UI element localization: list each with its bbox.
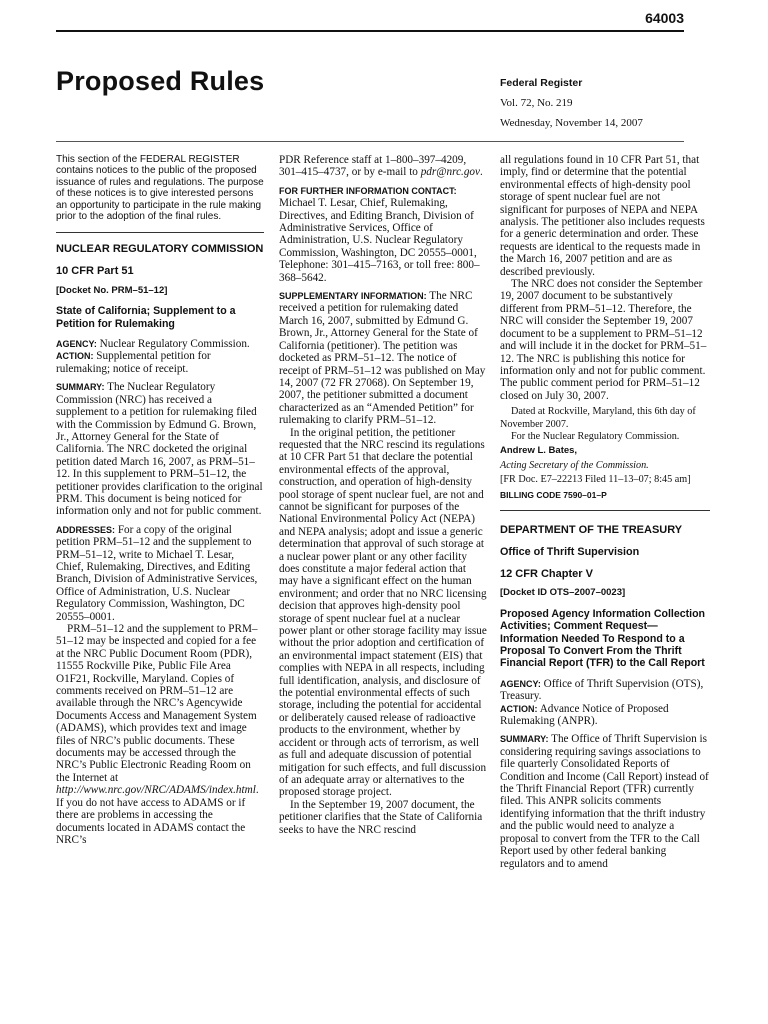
column-2	[279, 154, 487, 836]
treasury-title: Proposed Agency Information Collection Activities; Comment Request—Information Needed To Respond to a Proposal To Convert From the Thrift Financial Report (TFR) to the Call Report	[500, 607, 706, 670]
divider	[56, 232, 264, 233]
treasury-office-heading: Office of Thrift Supervision	[500, 545, 640, 558]
inspect-text-1: PRM–51–12 and the supplement to PRM–51–12 may be inspected and copied for a fee at the NRC Public Document Room (PDR), 11555 Rockville Pike, Public File Area O1F21, Rockville, Maryland. Copies of comments received on PRM–51–12 are available through the NRC’s Agencywide Documents Access and Management System (ADAMS), which provides text and image files of NRC’s public documents. These documents may be accessed through the NRC’s Public Electronic Reading Room on the Internet at	[56, 623, 258, 784]
document-title: State of California; Supplement to a Petition for Rulemaking	[56, 305, 236, 330]
fr-doc-line: [FR Doc. E7–22213 Filed 11–13–07; 8:45 am]	[500, 474, 691, 486]
pdr-text: PDR Reference staff at 1–800–397–4209, 301–415–4737, or by e-mail to	[279, 154, 467, 179]
treasury-docket: [Docket ID OTS–2007–0023]	[500, 587, 626, 599]
action-line	[56, 350, 264, 375]
column-1	[56, 154, 264, 846]
adams-url[interactable]: http://www.nrc.gov/NRC/ADAMS/index.html	[56, 784, 256, 797]
treasury-summary-label: SUMMARY:	[500, 734, 549, 745]
dated-line: Dated at Rockville, Maryland, this 6th day of November 2007.	[500, 406, 696, 430]
agency-text: Nuclear Regulatory Commission.	[99, 338, 250, 351]
supplementary-text: The NRC received a petition for rulemaking dated March 16, 2007, submitted by Edmund G. Brown, Jr., Attorney General for the State of California (petitioner). The petition was docketed as PRM–51–12. The notice of receipt of PRM–51–12 was published on May 14, 2007 (72 FR 27068). On September 19, 2007, the petitioner submitted a document characterized as an “Amended Petition” for rulemaking to clarify PRM–51–12.	[279, 290, 486, 427]
register-volume: Vol. 72, No. 219	[500, 97, 573, 109]
docket-number: [Docket No. PRM–51–12]	[56, 284, 168, 296]
treasury-summary-paragraph	[500, 733, 710, 869]
federal-register-meta	[500, 73, 690, 133]
addresses-label: ADDRESSES:	[56, 524, 116, 535]
treasury-action-label: ACTION:	[500, 703, 538, 714]
treasury-action-text: Advance Notice of Proposed Rulemaking (ANPR).	[500, 702, 669, 728]
action-text: Supplemental petition for rulemaking; notice of receipt.	[56, 350, 211, 375]
treasury-agency-label: AGENCY:	[500, 678, 541, 689]
agency-label: AGENCY:	[56, 339, 97, 350]
original-petition-paragraph: In the original petition, the petitioner requested that the NRC rescind its regulations at 10 CFR Part 51 that declare the potential environmental effects of the approval, construction, and operation of high-density pool storage of spent nuclear fuel, are not and cannot be significant for purposes of the National Environmental Policy Act (NEPA) and NEPA analysis; adopt and issue a generic determination that approval of such storage at a nuclear power plant or any other facility does constitute a major federal action that may have a significant effect on the human environment; and order that no NRC licensing decision that approves high-density pool storage of spent nuclear fuel at a nuclear power plant or other storage facility may issue without the prior adoption and certification of an environmental impact statement (EIS) that complies with NEPA in all respects, including full identification, analysis, and disclosure of the potential environmental effects of such storage, including the potential for accidental or deliberately caused release of radioactive products to the environment, whether by accident or through acts of terrorism, as well as full and adequate discussion of potential mitigation for such effects, and full discussion of an adequate array or alternatives to the proposed storage project.	[279, 426, 487, 799]
addresses-paragraph	[56, 524, 264, 623]
agency-heading: NUCLEAR REGULATORY COMMISSION	[56, 243, 264, 256]
continuation-paragraph: all regulations found in 10 CFR Part 51, that imply, find or determine that the potential environmental effects of high-density pool storage of spent nuclear fuel are not significant for purposes of NEPA and NEPA analysis. The petitioner also includes requests for a generic determination and order. These requests are identical to the requests made in the March 16, 2007 petition and are as described previously.	[500, 154, 705, 278]
nrc-consider-paragraph: The NRC does not consider the September 19, 2007 document to be substantively different from PRM–51–12. Therefore, the NRC will consider the September 19, 2007 document to be a supplement to PRM–51–12 and will include it in the docket for PRM–51–12. The NRC is publishing this notice for information only and not for public comment. The public comment period for PRM–51–12 closed on July 30, 2007.	[500, 278, 707, 402]
treasury-agency-text: Office of Thrift Supervision (OTS), Treasury.	[500, 677, 704, 703]
cfr-part: 10 CFR Part 51	[56, 265, 134, 278]
section-heading: Proposed Rules	[56, 66, 265, 96]
treasury-cfr: 12 CFR Chapter V	[500, 567, 593, 580]
summary-text: The Nuclear Regulatory Commission (NRC) has received a supplement to a petition for rulemaking filed with the Commission by Edmund G. Brown, Jr., Attorney General for the State of California. The NRC docketed the original petition dated March 16, 2007, as PRM–51–12. In this supplement to PRM–51–12, the petitioner provides clarification to the original PRM. This document is being noticed for information only and not for public comment.	[56, 381, 263, 518]
addresses-text: For a copy of the original petition PRM–51–12 and the supplement to PRM–51–12, write to Michael T. Lesar, Chief, Rulemaking, Directives, and Editing Branch, Division of Administrative Services, Office of Administration, U.S. Nuclear Regulatory Commission, Washington, DC 20555–0001.	[56, 523, 258, 623]
for-commission-line: For the Nuclear Regulatory Commission.	[511, 430, 680, 442]
supplementary-label: SUPPLEMENTARY INFORMATION:	[279, 291, 427, 302]
pdr-end: .	[479, 166, 483, 179]
contact-label: FOR FURTHER INFORMATION CONTACT:	[279, 185, 457, 196]
summary-label: SUMMARY:	[56, 382, 105, 393]
treasury-agency-line	[500, 678, 710, 703]
summary-paragraph	[56, 381, 264, 517]
divider	[500, 510, 710, 511]
inspect-text-2: . If you do not have access to ADAMS or if there are problems in accessing the documents located in ADAMS contact the NRC’s	[56, 784, 259, 846]
september-paragraph: In the September 19, 2007 document, the petitioner clarifies that the State of California seeks to have the NRC rescind	[279, 798, 483, 836]
top-rule	[56, 30, 684, 32]
pdr-email-link[interactable]: pdr@nrc.gov	[420, 166, 480, 179]
header-rule	[56, 141, 684, 142]
inspect-paragraph	[56, 623, 264, 846]
column-3	[500, 154, 710, 870]
signer-name: Andrew L. Bates,	[500, 445, 578, 457]
section-intro: This section of the FEDERAL REGISTER contains notices to the public of the proposed issuance of rules and regulations. The purpose of these notices is to give interested persons an opportunity to participate in the rule making prior to the adoption of the final rules.	[56, 154, 264, 223]
supplementary-paragraph	[279, 290, 487, 426]
treasury-summary-text: The Office of Thrift Supervision is considering requiring savings associations to file quarterly Consolidated Reports of Condition and Income (Call Report) instead of the Thrift Financial Report (TFR) currently filed. This ANPR solicits comments identifying information that the thrift industry and the public would need to analyze a proposal to convert from the TFR to the Call Report used by other federal banking regulators and to amend	[500, 733, 709, 870]
signer-title: Acting Secretary of the Commission.	[500, 459, 649, 471]
register-name: Federal Register	[500, 77, 583, 89]
treasury-department-heading: DEPARTMENT OF THE TREASURY	[500, 523, 683, 536]
billing-code: BILLING CODE 7590–01–P	[500, 489, 607, 500]
register-date: Wednesday, November 14, 2007	[500, 117, 643, 129]
action-label: ACTION:	[56, 351, 94, 362]
agency-line	[56, 338, 264, 350]
treasury-action-line	[500, 703, 710, 728]
contact-text: Michael T. Lesar, Chief, Rulemaking, Directives, and Editing Branch, Division of Administrative Services, Office of Administration, U.S. Nuclear Regulatory Commission, Washington, DC 20555–0001, Telephone: 301–415–7163, or toll free: 800–368–5642.	[279, 197, 480, 284]
pdr-paragraph	[279, 154, 487, 179]
contact-paragraph	[279, 185, 487, 284]
page-number: 64003	[645, 10, 684, 26]
